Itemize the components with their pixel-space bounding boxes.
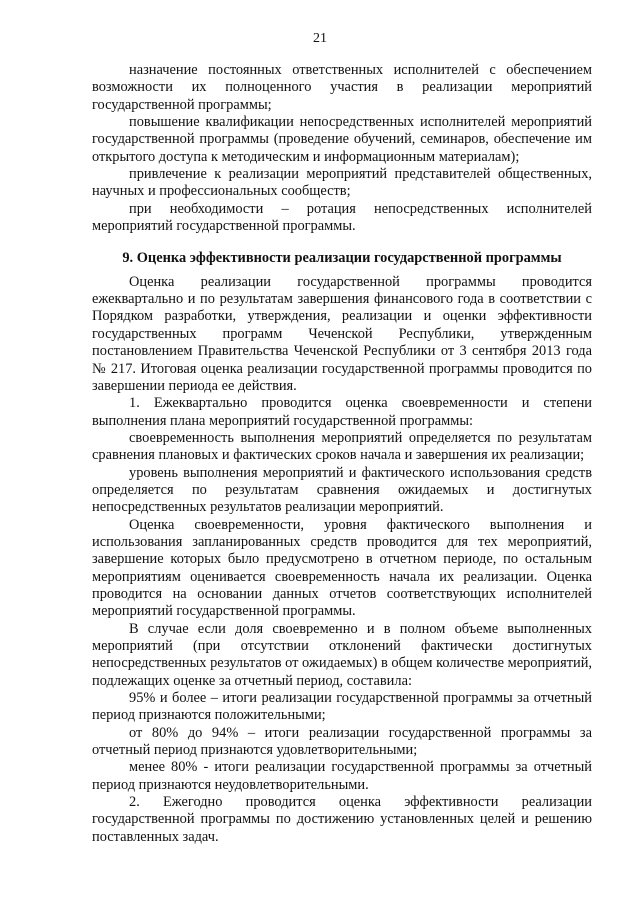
paragraph: менее 80% - итоги реализации государственной программы за отчетный период признаются неудовлетворительными. bbox=[92, 759, 592, 793]
paragraph: 2. Ежегодно проводится оценка эффективности реализации государственной программы по достижению установленных целей и решению поставленных задач. bbox=[92, 794, 592, 845]
paragraph: назначение постоянных ответственных исполнителей с обеспечением возможности их полноценного участия в реализации мероприятий государственной программы; bbox=[92, 62, 592, 113]
paragraph: уровень выполнения мероприятий и фактического использования средств определяется по результатам сравнения ожидаемых и достигнутых непосредственных результатов реализации мероприятий. bbox=[92, 464, 592, 516]
paragraph: Оценка реализации государственной программы проводится ежеквартально и по результатам завершения финансового года в соответствии с Порядком разработки, утверждения, реализации и оценки эффективности государственных программ Чеченской Республики, утвержденным постановлением Правительства Чеченской Республики от 3 сентября 2013 года № 217. Итоговая оценка реализации государственной программы проводится по завершении периода ее действия. bbox=[92, 273, 592, 394]
page-body bbox=[92, 62, 592, 846]
paragraph: 95% и более – итоги реализации государственной программы за отчетный период признаются положительными; bbox=[92, 690, 592, 724]
page-number: 21 bbox=[313, 31, 327, 46]
paragraph: своевременность выполнения мероприятий определяется по результатам сравнения плановых и фактических сроков начала и завершения их реализации; bbox=[92, 429, 592, 464]
paragraph: повышение квалификации непосредственных исполнителей мероприятий государственной программы (проведение обучений, семинаров, обеспечение им открытого доступа к методическим и информационным материалам); bbox=[92, 114, 592, 165]
paragraph: при необходимости – ротация непосредственных исполнителей мероприятий государственной программы. bbox=[92, 200, 592, 235]
paragraph: В случае если доля своевременно и в полном объеме выполненных мероприятий (при отсутствии отклонений фактически достигнутых непосредственных результатов от ожидаемых) в общем количестве мероприятий, подлежащих оценке за отчетный период, составила: bbox=[92, 620, 592, 689]
paragraph: Оценка своевременности, уровня фактического выполнения и использования запланированных средств проводится для тех мероприятий, завершение которых было предусмотрено в отчетном периоде, по остальным мероприятиям оценивается своевременность начала их реализации. Оценка проводится на основании данных отчетов соответствующих исполнителей мероприятий государственной программы. bbox=[92, 516, 592, 620]
section-heading: 9. Оценка эффективности реализации государственной программы bbox=[122, 250, 562, 267]
paragraph: привлечение к реализации мероприятий представителей общественных, научных и профессиональных сообществ; bbox=[92, 166, 592, 200]
paragraph: от 80% до 94% – итоги реализации государственной программы за отчетный период признаются удовлетворительными; bbox=[92, 724, 592, 759]
paragraph: 1. Ежеквартально проводится оценка своевременности и степени выполнения плана мероприятий государственной программы: bbox=[92, 395, 592, 429]
